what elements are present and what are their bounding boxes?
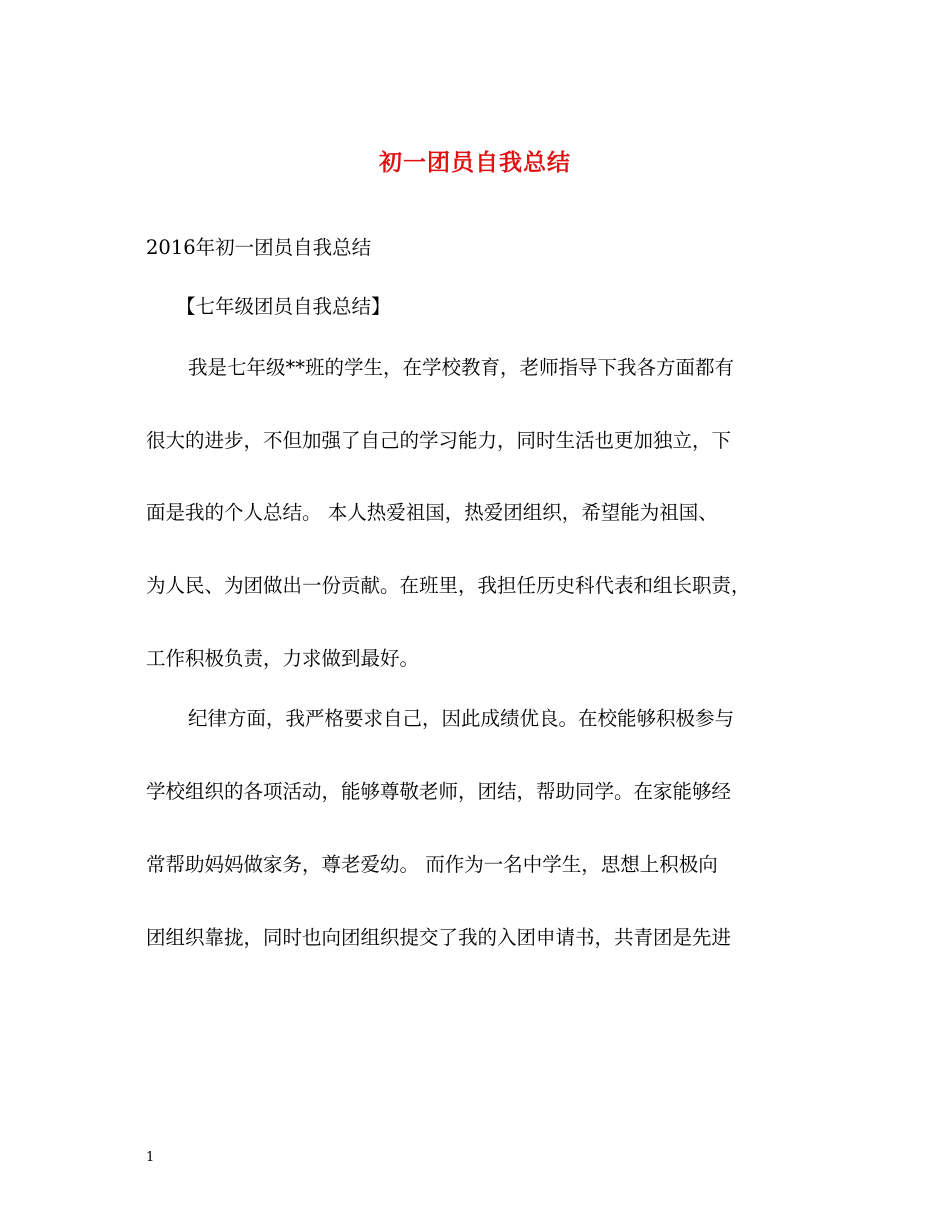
paragraph-line: 很大的进步，不但加强了自己的学习能力，同时生活也更加独立，下 [146,429,732,452]
paragraph-line: 面是我的个人总结。 本人热爱祖国，热爱团组织，希望能为祖国、 [146,501,718,524]
paragraph-line: 工作积极负责，力求做到最好。 [146,647,420,670]
paragraph-line: 我是七年级**班的学生，在学校教育，老师指导下我各方面都有 [188,356,735,379]
document-title: 初一团员自我总结 [379,149,571,176]
paragraph-line: 纪律方面，我严格要求自己，因此成绩优良。在校能够积极参与 [188,707,735,730]
section-heading: 【七年级团员自我总结】 [176,295,391,318]
document-subtitle: 2016年初一团员自我总结 [146,236,372,259]
paragraph-line: 为人民、为团做出一份贡献。在班里，我担任历史科代表和组长职责， [146,574,751,597]
paragraph-line: 团组织靠拢，同时也向团组织提交了我的入团申请书，共青团是先进 [146,926,732,949]
paragraph-line: 学校组织的各项活动，能够尊敬老师，团结，帮助同学。在家能够经 [146,780,732,803]
page-number: 1 [146,1150,155,1165]
paragraph-line: 常帮助妈妈做家务，尊老爱幼。 而作为一名中学生，思想上积极向 [146,853,718,876]
